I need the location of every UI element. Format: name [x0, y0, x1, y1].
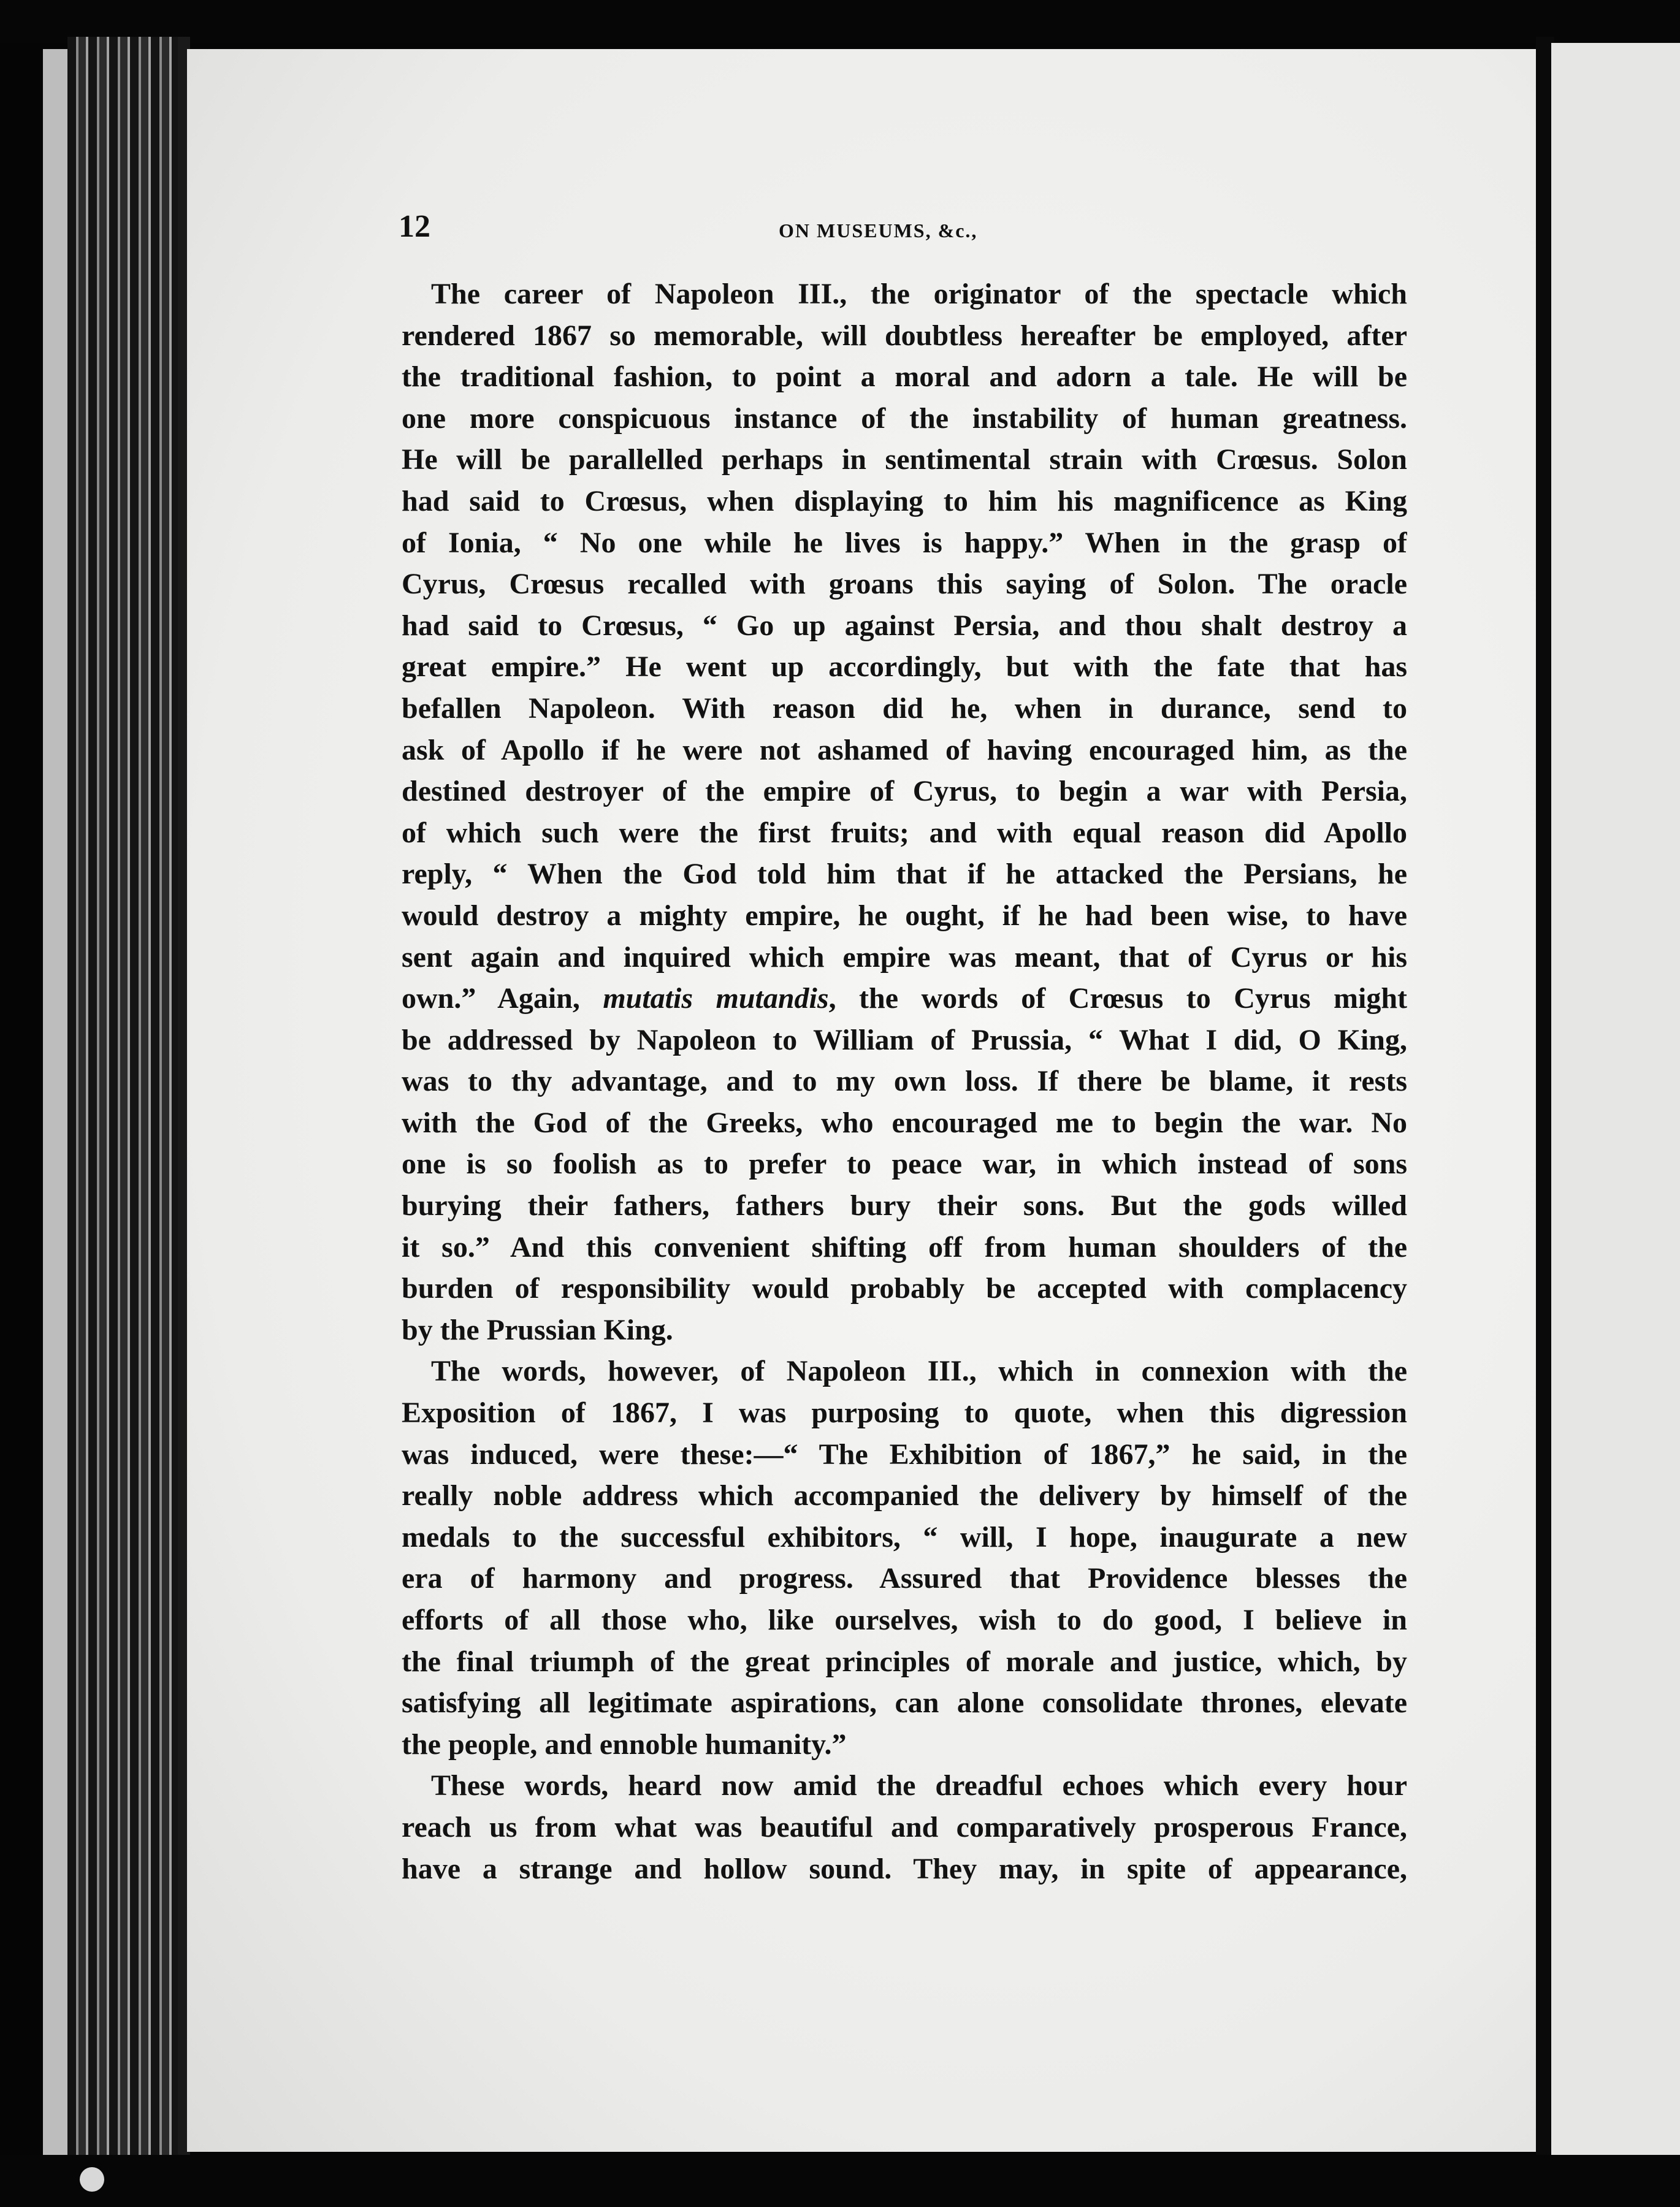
text-line: The words, however, of Napoleon III., which in connexion with the	[431, 1355, 1407, 1388]
text-line-with-italic	[402, 978, 1407, 1020]
text-line: one more conspicuous instance of the instability of human greatness.	[402, 402, 1407, 435]
page-number: 12	[399, 209, 430, 244]
text-line: be addressed by Napoleon to William of Prussia, “ What I did, O King,	[402, 1023, 1407, 1056]
scan-top-border	[0, 0, 1680, 43]
text-line: efforts of all those who, like ourselves, wish to do good, I believe in	[402, 1604, 1407, 1636]
text-line: had said to Crœsus, “ Go up against Persia, and thou shalt destroy a	[402, 609, 1407, 642]
text-line: era of harmony and progress. Assured that Providence blesses the	[402, 1562, 1407, 1595]
text-line: ask of Apollo if he were not ashamed of having encouraged him, as the	[402, 733, 1407, 766]
text-line: reply, “ When the God told him that if he attacked the Persians, he	[402, 858, 1407, 891]
text-line: rendered 1867 so memorable, will doubtless hereafter be employed, after	[402, 319, 1407, 352]
text-line: burden of responsibility would probably be accepted with complacency	[402, 1272, 1407, 1305]
text-line: medals to the successful exhibitors, “ will, I hope, inaugurate a new	[402, 1520, 1407, 1553]
scan-bottom-border	[0, 2155, 1680, 2207]
text-line: the people, and ennoble humanity.”	[402, 1728, 847, 1761]
text-line: great empire.” He went up accordingly, but with the fate that has	[402, 650, 1407, 684]
running-title: ON MUSEUMS, &c.,	[779, 219, 978, 242]
text-line: have a strange and hollow sound. They may, in spite of appearance,	[402, 1852, 1407, 1885]
text-line: sent again and inquired which empire was meant, that of Cyrus or his	[402, 940, 1407, 974]
text-line: of Ionia, “ No one while he lives is happy.” When in the grasp of	[402, 526, 1407, 559]
text-line: the final triumph of the great principles of morale and justice, which, by	[402, 1645, 1407, 1678]
text-line: burying their fathers, fathers bury their sons. But the gods willed	[402, 1189, 1407, 1222]
text-line: The career of Napoleon III., the originator of the spectacle which	[431, 278, 1407, 310]
scan-left-margin	[43, 49, 67, 2164]
text-line: one is so foolish as to prefer to peace war, in which instead of sons	[402, 1148, 1407, 1181]
text-line: reach us from what was beautiful and comparatively prosperous France,	[402, 1810, 1407, 1843]
text-line: Exposition of 1867, I was purposing to quote, when this digression	[402, 1397, 1407, 1430]
italic-phrase: mutatis mutandis	[603, 982, 829, 1015]
text-line: it so.” And this convenient shifting off from human shoulders of the	[402, 1230, 1407, 1264]
text-line: by the Prussian King.	[402, 1313, 673, 1346]
text-line: would destroy a mighty empire, he ought, if he had been wise, to have	[402, 899, 1407, 932]
text-line: really noble address which accompanied the delivery by himself of the	[402, 1479, 1407, 1512]
book-page-edges	[67, 37, 190, 2182]
body-text	[402, 273, 1407, 1889]
text-line: with the God of the Greeks, who encouraged me to begin the war. No	[402, 1106, 1407, 1139]
text-line: had said to Crœsus, when displaying to him his magnificence as King	[402, 484, 1407, 517]
text-line: He will be parallelled perhaps in sentimental strain with Crœsus. Solon	[402, 443, 1407, 476]
text-line: was induced, were these:—“ The Exhibition of 1867,” he said, in the	[402, 1438, 1407, 1471]
facing-page-sliver	[1551, 43, 1680, 2176]
text-line: Cyrus, Crœsus recalled with groans this saying of Solon. The oracle	[402, 568, 1407, 601]
scan-smudge	[80, 2167, 104, 2192]
text-line: was to thy advantage, and to my own loss. If there be blame, it rests	[402, 1065, 1407, 1098]
text-line: the traditional fashion, to point a moral and adorn a tale. He will be	[402, 360, 1407, 394]
text-line: of which such were the first fruits; and with equal reason did Apollo	[402, 816, 1407, 849]
text-line: befallen Napoleon. With reason did he, when in durance, send to	[402, 692, 1407, 725]
text-segment: , the words of Crœsus to Cyrus might	[828, 982, 1407, 1015]
text-line: These words, heard now amid the dreadful echoes which every hour	[431, 1769, 1407, 1802]
text-line: destined destroyer of the empire of Cyrus, to begin a war with Persia,	[402, 775, 1407, 808]
text-segment: own.” Again,	[402, 982, 603, 1015]
text-line: satisfying all legitimate aspirations, can alone consolidate thrones, elevate	[402, 1687, 1407, 1720]
